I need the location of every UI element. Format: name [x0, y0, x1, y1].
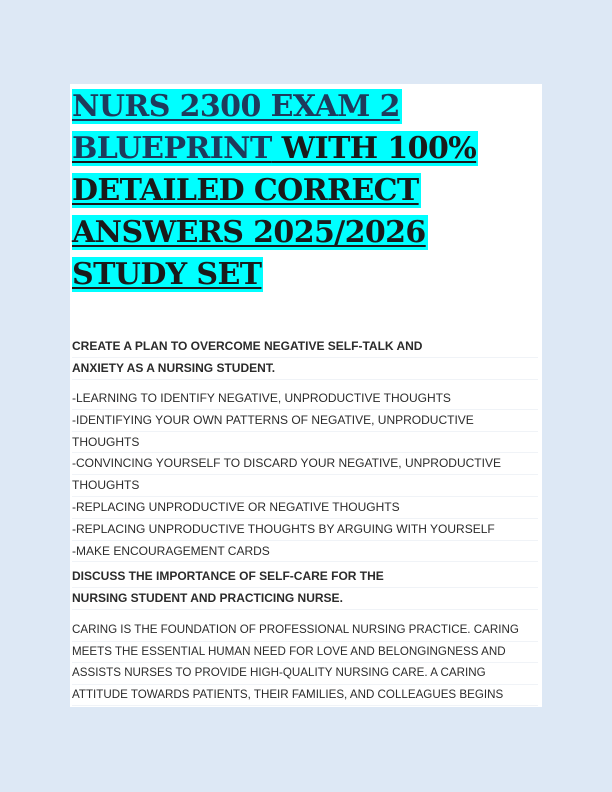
answer-1-line: THOUGHTS	[72, 432, 538, 454]
answer-2-line: ASSISTS NURSES TO PROVIDE HIGH-QUALITY NURSING CARE. A CARING	[72, 663, 538, 685]
document-title	[72, 86, 478, 296]
question-2-line-2: NURSING STUDENT AND PRACTICING NURSE.	[72, 588, 538, 610]
title-line-3: DETAILED CORRECT	[72, 173, 419, 208]
answer-2-line: MEETS THE ESSENTIAL HUMAN NEED FOR LOVE AND BELONGINGNESS AND	[72, 642, 538, 664]
question-1	[72, 336, 538, 380]
answer-1-line: -LEARNING TO IDENTIFY NEGATIVE, UNPRODUCTIVE THOUGHTS	[72, 388, 538, 410]
answer-1-line: -REPLACING UNPRODUCTIVE OR NEGATIVE THOUGHTS	[72, 497, 538, 519]
answer-1-line: -MAKE ENCOURAGEMENT CARDS	[72, 541, 538, 563]
question-1-line-2: ANXIETY AS A NURSING STUDENT.	[72, 358, 538, 380]
title-line-2a: BLUEPRINT	[72, 131, 272, 166]
answer-1-line: -IDENTIFYING YOUR OWN PATTERNS OF NEGATIVE, UNPRODUCTIVE	[72, 410, 538, 432]
question-2	[72, 566, 538, 610]
document-page	[70, 84, 542, 707]
question-2-line-1: DISCUSS THE IMPORTANCE OF SELF-CARE FOR THE	[72, 566, 538, 588]
question-1-line-1: CREATE A PLAN TO OVERCOME NEGATIVE SELF-TALK AND	[72, 336, 538, 358]
answer-2	[72, 620, 538, 706]
title-line-1: NURS 2300 EXAM 2	[72, 89, 400, 124]
answer-1-line: -REPLACING UNPRODUCTIVE THOUGHTS BY ARGUING WITH YOURSELF	[72, 519, 538, 541]
title-line-5: STUDY SET	[72, 257, 262, 292]
answer-2-line: CARING IS THE FOUNDATION OF PROFESSIONAL NURSING PRACTICE. CARING	[72, 620, 538, 642]
answer-2-line: ATTITUDE TOWARDS PATIENTS, THEIR FAMILIES, AND COLLEAGUES BEGINS	[72, 685, 538, 707]
title-line-2b: WITH 100%	[271, 131, 477, 166]
answer-1-line: -CONVINCING YOURSELF TO DISCARD YOUR NEGATIVE, UNPRODUCTIVE	[72, 453, 538, 475]
answer-1	[72, 388, 538, 562]
answer-1-line: THOUGHTS	[72, 475, 538, 497]
title-line-4: ANSWERS 2025/2026	[72, 215, 426, 250]
